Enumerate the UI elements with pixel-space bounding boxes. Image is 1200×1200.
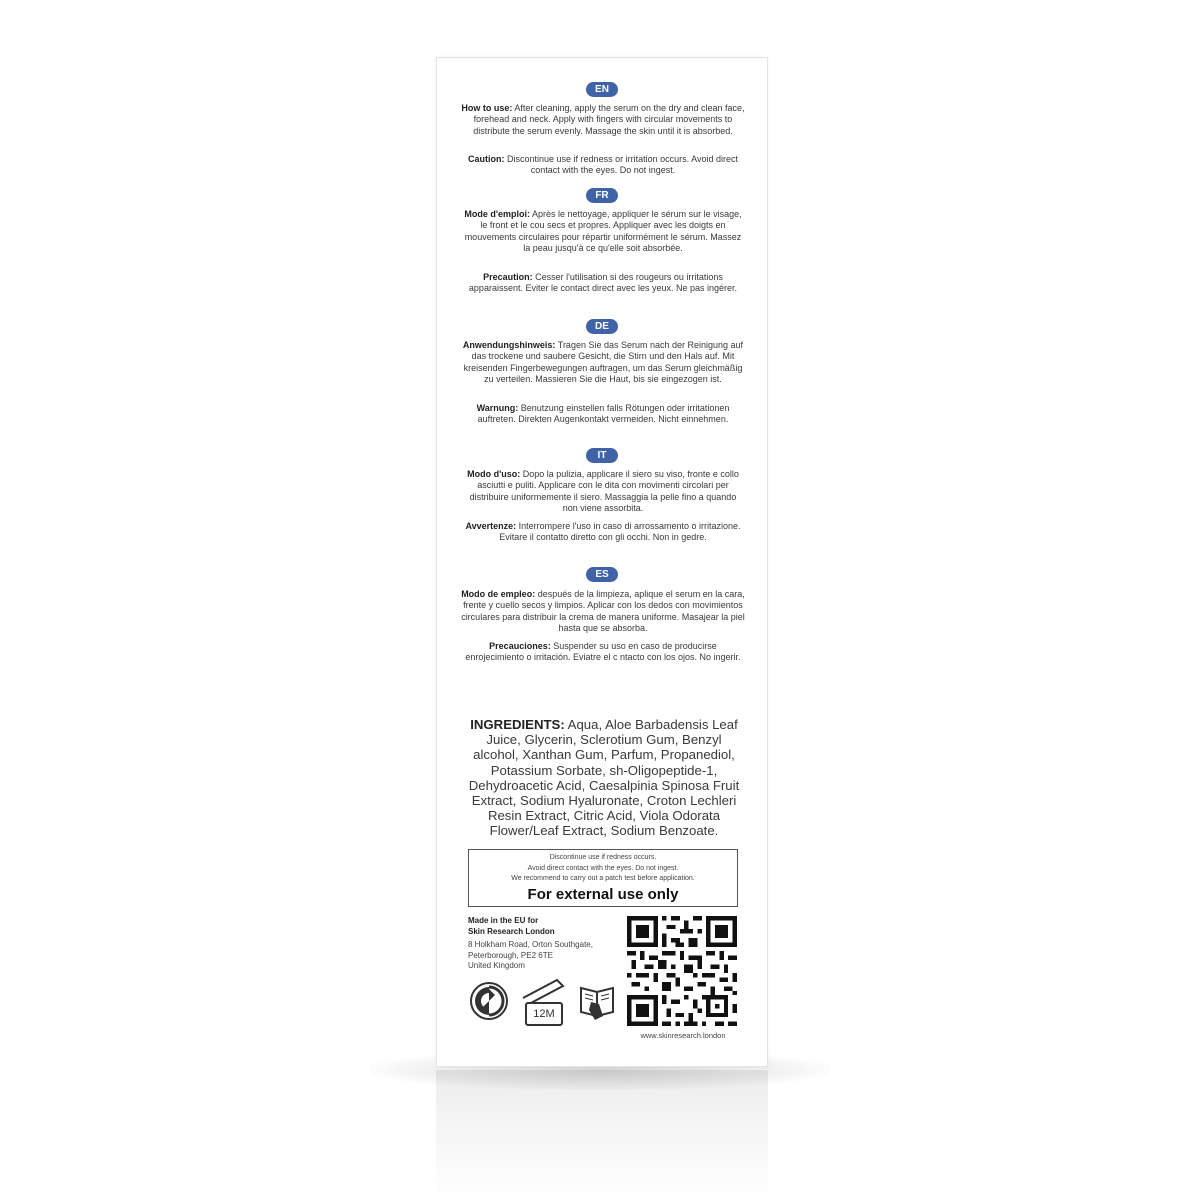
- lang-badge-fr: FR: [586, 188, 618, 203]
- pao-label: 12M: [525, 1002, 563, 1026]
- address-line-2: Peterborough, PE2 6TE: [468, 950, 553, 960]
- usage-en: How to use: After cleaning, apply the serum on the dry and clean face, forehead and neck. Apply with fingers with circular movements to distribute the serum evenly. Massage the skin until it is absorbed.: [461, 103, 745, 136]
- green-dot-recycling-icon: [469, 981, 509, 1021]
- ingredients-list: INGREDIENTS: Aqua, Aloe Barbadensis Leaf Juice, Glycerin, Sclerotium Gum, Benzyl alcohol, Xanthan Gum, Parfum, Propanediol, Potassium Sorbate, sh-Oligopeptide-1, Dehydroacetic Acid, Caesalpinia Spinosa Fruit Extract, Sodium Hyaluronate, Croton Lechleri Resin Extract, Citric Acid, Viola Odorata Flower/Leaf Extract, Sodium Benzoate.: [468, 717, 740, 839]
- usage-fr: Mode d'emploi: Après le nettoyage, appliquer le sérum sur le visage, le front et le cou secs et propres. Appliquer avec les doigts en mouvements circulaires pour répartir uniformément le sérum. Massez la peau jusqu'à ce qu'elle soit absorbée.: [464, 209, 742, 253]
- caution-fr: Precaution: Cesser l'utilisation si des rougeurs ou irritations apparaissent. Eviter le contact direct avec les yeux. Ne pas ingérer.: [468, 272, 738, 294]
- read-instructions-icon: [577, 980, 617, 1022]
- usage-es: Modo de empleo: después de la limpieza, aplique el serum en la cara, frente y cuello secos y limpios. Aplicar con los dedos con movimientos circulares para distribuir la crema de manera uniforme. Masajear la piel hasta que se absorba.: [461, 589, 745, 633]
- lang-badge-es: ES: [586, 567, 618, 582]
- external-use-headline: For external use only: [527, 885, 679, 903]
- website-url: www.skinresearch.london: [640, 1031, 726, 1040]
- lang-badge-it: IT: [586, 448, 618, 463]
- warning-box: [468, 849, 738, 907]
- lang-badge-de: DE: [586, 319, 618, 334]
- qr-code-icon: [627, 916, 737, 1026]
- usage-it: Modo d'uso: Dopo la pulizia, applicare il siero su viso, fronte e collo asciutti e puliti. Applicare con le dita con movimenti circolari per distribuire uniformemente il siero. Massaggia la pelle fino a quando non viene assorbita.: [467, 469, 739, 513]
- company-name: Skin Research London: [468, 926, 555, 936]
- warning-line-2: Avoid direct contact with the eyes. Do not ingest.: [527, 864, 679, 872]
- made-in-line: Made in the EU for: [468, 916, 539, 925]
- caution-it: Avvertenze: Interrompere l'uso in caso di arrossamento o irritazione. Evitare il contatto diretto con gli occhi. Non in gedre.: [465, 521, 741, 543]
- address-line-1: 8 Holkham Road, Orton Southgate,: [468, 940, 593, 949]
- jar-12m-icon: [517, 976, 569, 1032]
- caution-es: Precauciones: Suspender su uso en caso de producirse enrojecimiento o irritación. Eviatre el c ntacto con los ojos. No ingerir.: [465, 641, 741, 663]
- warning-line-3: We recommend to carry out a patch test before application.: [511, 875, 695, 882]
- product-box-back: [436, 57, 768, 1067]
- lang-badge-en: EN: [586, 82, 618, 97]
- address-line-3: United Kingdom: [468, 961, 525, 970]
- usage-de: Anwendungshinweis: Tragen Sie das Serum nach der Reinigung auf das trockene und saubere Gesicht, die Stirn und den Hals auf. Mit kreisenden Fingerbewegungen auftragen, um das Serum gleichmäßig zu verteilen. Massieren Sie die Haut, bis sie eingezogen ist.: [462, 340, 744, 384]
- caution-de: Warnung: Benutzung einstellen falls Rötungen oder irritationen auftreten. Direkten Augenkontakt vermeiden. Nicht einnehmen.: [476, 403, 730, 425]
- warning-line-1: Discontinue use if redness occurs.: [549, 854, 657, 861]
- manufacturer-info: [468, 916, 628, 972]
- caution-en: Caution: Discontinue use if redness or irritation occurs. Avoid direct contact with the eyes. Do not ingest.: [468, 154, 738, 176]
